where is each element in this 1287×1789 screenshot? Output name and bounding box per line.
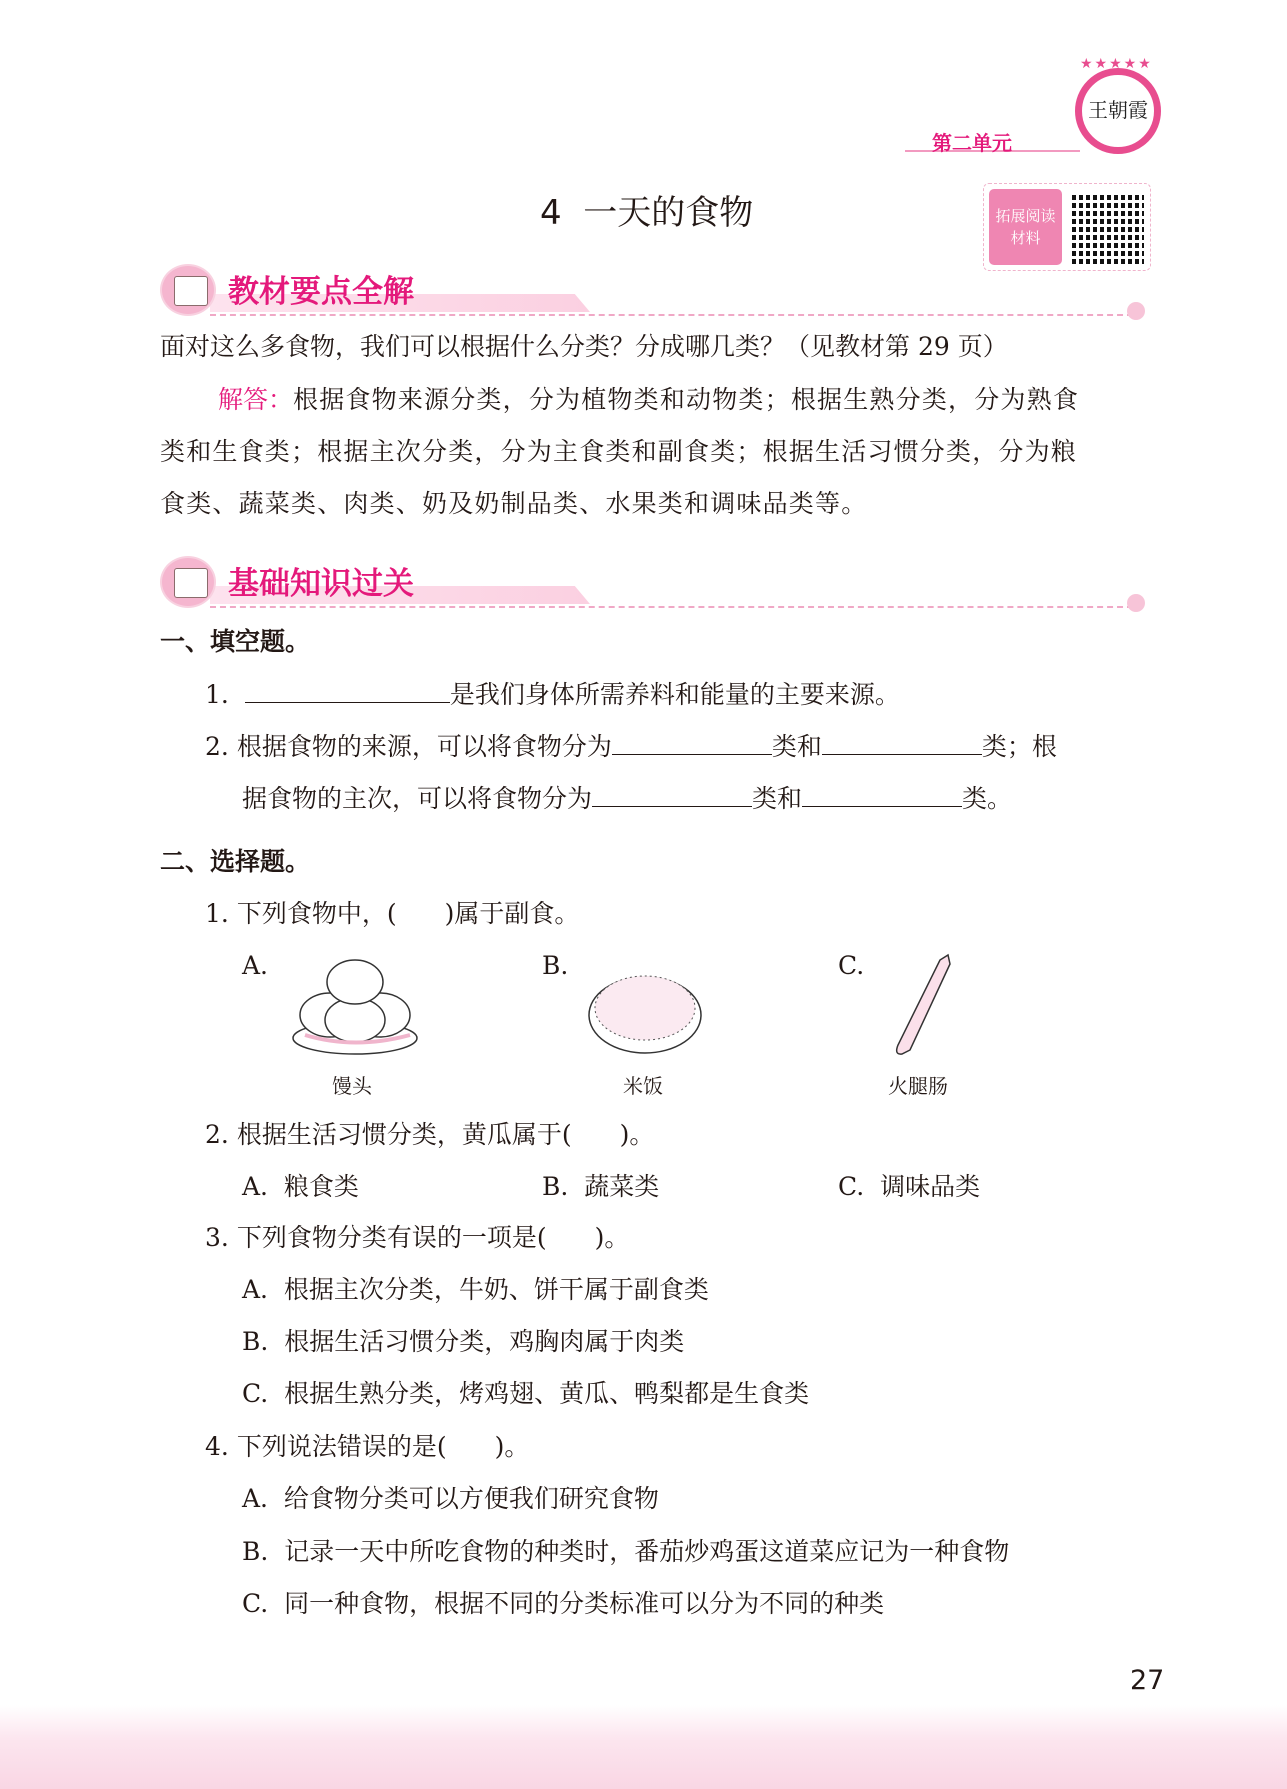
question-number: 1. — [205, 680, 229, 709]
q3-option-c[interactable]: C. 根据生熟分类，烤鸡翅、黄瓜、鸭梨都是生食类 — [242, 1379, 810, 1408]
question-number: 2. — [205, 1120, 229, 1149]
heading-dots — [1127, 302, 1145, 320]
steamed-bun-image — [285, 950, 425, 1060]
fill-q2-cont — [242, 783, 1012, 814]
question-text: 类和 — [752, 784, 803, 813]
book-mascot-icon — [160, 264, 216, 316]
question-text: 下列说法错误的是( — [236, 1432, 447, 1461]
question-text: 类。 — [962, 784, 1013, 813]
answer-blank[interactable] — [802, 783, 962, 807]
brand-logo — [1075, 68, 1161, 154]
question-number: 2. — [205, 732, 229, 761]
question-text: 类和 — [771, 732, 822, 761]
question-text: )。 — [594, 1223, 630, 1252]
question-number: 3. — [205, 1223, 229, 1252]
choice-title: 二、选择题。 — [160, 847, 311, 876]
section-heading-textbook-points — [160, 258, 1145, 318]
option-b-letter[interactable]: B. — [542, 951, 569, 980]
q2-option-c[interactable]: C. 调味品类 — [838, 1172, 981, 1201]
section-heading-label: 教材要点全解 — [228, 274, 414, 310]
fill-q2 — [205, 731, 1057, 762]
q4-option-a[interactable]: A. 给食物分类可以方便我们研究食物 — [242, 1484, 659, 1513]
question-text: )。 — [494, 1432, 530, 1461]
logo-stars: ★★★★★ — [1080, 56, 1153, 72]
answer-blank[interactable] — [612, 731, 772, 755]
question-text: 据食物的主次，可以将食物分为 — [242, 784, 593, 813]
qr-code-icon — [1072, 192, 1144, 264]
section-heading-label: 基础知识过关 — [228, 566, 414, 602]
question-number: 1. — [205, 899, 229, 928]
fill-q1 — [205, 679, 900, 710]
q2-option-b[interactable]: B. 蔬菜类 — [542, 1172, 660, 1201]
choice-q1 — [205, 899, 579, 929]
choice-q4 — [205, 1432, 529, 1462]
unit-label: 第二单元 — [932, 131, 1012, 155]
q4-option-b[interactable]: B. 记录一天中所吃食物的种类时，番茄炒鸡蛋这道菜应记为一种食物 — [242, 1537, 1010, 1566]
heading-divider — [210, 606, 1133, 608]
answer-blank[interactable] — [592, 783, 752, 807]
answer-line-3: 食类、蔬菜类、肉类、奶及奶制品类、水果类和调味品类等。 — [160, 489, 868, 518]
sausage-image — [880, 950, 960, 1060]
choice-q3 — [205, 1223, 629, 1253]
caption-rice: 米饭 — [623, 1074, 663, 1098]
question-number: 4. — [205, 1432, 229, 1461]
logo-text: 王朝霞 — [1088, 98, 1148, 122]
question-text: 类；根 — [981, 732, 1057, 761]
heading-dots — [1127, 594, 1145, 612]
q2-option-a[interactable]: A. 粮食类 — [242, 1172, 359, 1201]
question-text: 是我们身体所需养料和能量的主要来源。 — [449, 680, 900, 709]
question-text: 下列食物中，( — [236, 899, 397, 928]
option-a-letter[interactable]: A. — [242, 951, 269, 980]
question-text: )属于副食。 — [444, 899, 580, 928]
rice-image — [585, 950, 705, 1060]
fill-blank-title: 一、填空题。 — [160, 627, 311, 656]
question-text: 下列食物分类有误的一项是( — [236, 1223, 547, 1252]
answer-line-2: 类和生食类；根据主次分类，分为主食类和副食类；根据生活习惯分类，分为粮 — [160, 437, 1078, 466]
section-heading-basic-knowledge — [160, 550, 1145, 610]
option-c-letter[interactable]: C. — [838, 951, 865, 980]
answer-line-1 — [218, 385, 1079, 415]
qr-label — [989, 189, 1062, 265]
title: 4 一天的食物 — [540, 193, 754, 233]
mascot-icon — [160, 556, 216, 608]
question-text: 根据生活习惯分类，黄瓜属于( — [236, 1120, 572, 1149]
question-text: 根据食物的来源，可以将食物分为 — [236, 732, 612, 761]
q3-option-a[interactable]: A. 根据主次分类，牛奶、饼干属于副食类 — [242, 1275, 709, 1304]
caption-steamed-bun: 馒头 — [332, 1074, 372, 1098]
choice-q2 — [205, 1120, 654, 1150]
answer-blank[interactable] — [245, 679, 450, 703]
qr-label-line2: 材料 — [1010, 229, 1041, 247]
footer-band — [0, 1705, 1287, 1789]
q3-option-b[interactable]: B. 根据生活习惯分类，鸡胸肉属于肉类 — [242, 1327, 685, 1356]
page-number: 27 — [1130, 1665, 1165, 1696]
answer-label: 解答： — [218, 385, 294, 414]
caption-sausage: 火腿肠 — [888, 1074, 948, 1098]
q4-option-c[interactable]: C. 同一种食物，根据不同的分类标准可以分为不同的种类 — [242, 1589, 885, 1618]
answer-blank[interactable] — [822, 731, 982, 755]
heading-divider — [210, 314, 1133, 316]
qr-label-line1: 拓展阅读 — [995, 207, 1056, 225]
textbook-question: 面对这么多食物，我们可以根据什么分类？分成哪几类？（见教材第 29 页） — [160, 332, 1008, 361]
answer-text: 根据食物来源分类，分为植物类和动物类；根据生熟分类，分为熟食 — [293, 385, 1080, 414]
question-text: )。 — [619, 1120, 655, 1149]
